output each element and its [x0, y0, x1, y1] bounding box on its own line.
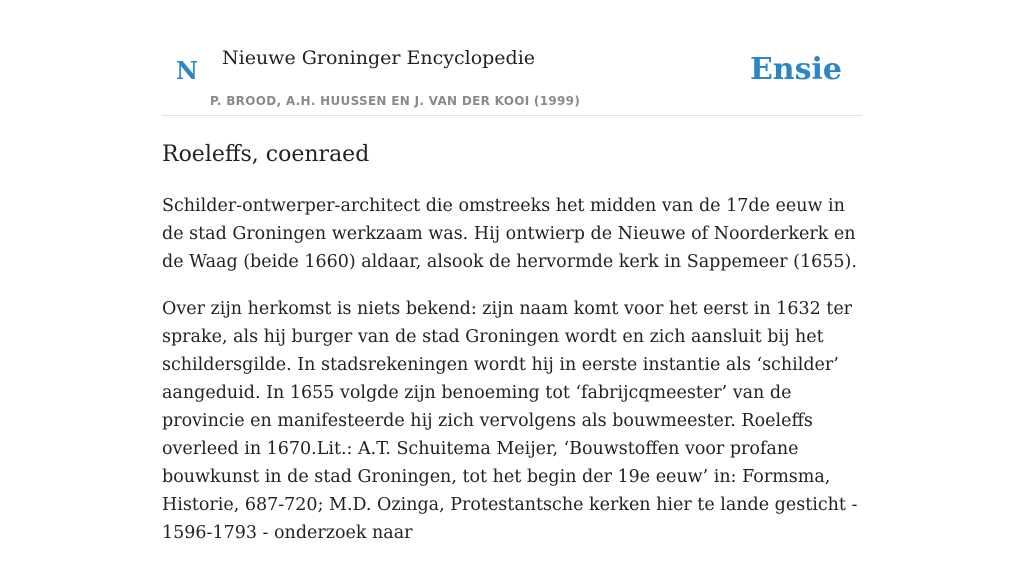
book-title-link[interactable]: Nieuwe Groninger Encyclopedie — [222, 47, 536, 69]
article-paragraph: Over zijn herkomst is niets bekend: zijn naam komt voor het eerst in 1632 ter sprake, als hij burger van de stad Groningen wordt en zich aansluit bij het schildersgilde. In stadsrekeningen wordt hij in eerste instantie als ‘schilder’ aangeduid. In 1655 volgde zijn benoeming tot ‘fabrijcqmeester’ van de provincie en manifesteerde hij zich vervolgens als bouwmeester. Roeleffs overleed in 1670.Lit.: A.T. Schuitema Meijer, ‘Bouwstoffen voor profane bouwkunst in de stad Groningen, tot het begin der 19e eeuw’ in: Formsma, Historie, 687-720; M.D. Ozinga, Protestantsche kerken hier te lande gesticht - 1596-1793 - onderzoek naar — [162, 299, 858, 543]
book-authors: P. BROOD, A.H. HUUSSEN EN J. VAN DER KOOI (1999) — [210, 94, 581, 108]
article-title: Roeleffs, coenraed — [162, 142, 370, 167]
header — [162, 0, 862, 116]
ensie-logo-link[interactable]: Ensie — [749, 52, 842, 87]
book-logo-icon[interactable]: N — [176, 56, 198, 85]
article-paragraph: Schilder-ontwerper-architect die omstreeks het midden van de 17de eeuw in de stad Groningen werkzaam was. Hij ontwierp de Nieuwe of Noorderkerk en de Waag (beide 1660) aldaar, alsook de hervormde kerk in Sappemeer (1655). — [162, 196, 857, 272]
article-body — [162, 192, 862, 566]
